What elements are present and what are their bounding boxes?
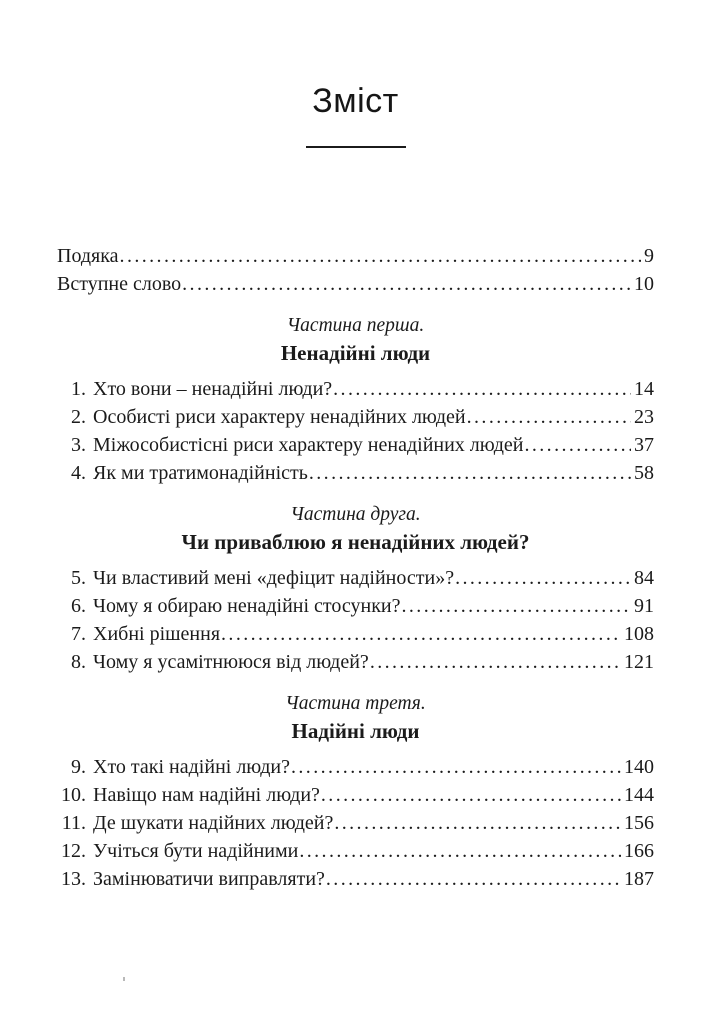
part-label: Частина перша. [286,315,425,336]
toc-entry-page: 144 [624,784,654,806]
chapter-number: 7. [71,623,86,645]
toc-entry-chapter [57,648,654,676]
dot-leader [334,809,621,837]
toc-entry-chapter [57,375,654,403]
toc-entry-title: Чому я усамітнююся від людей? [93,651,369,673]
toc-entry-page: 121 [624,651,654,673]
toc-entry-chapter [57,431,654,459]
toc-entry-title: Чи властивий мені «дефіцит надійности»? [93,567,455,589]
toc-entry-page: 187 [624,868,654,890]
toc-entry-title: Замінюватичи виправляти? [93,868,325,890]
toc-entry-title: Особисті риси характеру ненадійних людей [93,406,466,428]
toc-entry-chapter [57,403,654,431]
toc-entry-chapter [57,865,654,893]
toc-entry-chapter [57,592,654,620]
dot-leader [309,459,631,487]
toc-entry-page: 23 [634,406,654,428]
chapter-number: 2. [71,406,86,428]
chapter-number: 10. [61,784,86,806]
dot-leader [182,270,631,298]
dot-leader [321,781,621,809]
part-label: Частина третя. [285,693,426,714]
toc-entry-title: Хто вони – ненадійні люди? [93,378,333,400]
dot-leader [402,592,632,620]
toc-entry-page: 91 [634,595,654,617]
toc-entry-page: 166 [624,840,654,862]
dot-leader [221,620,621,648]
toc-entry-page: 14 [634,378,654,400]
toc-entry-title: Хто такі надійні люди? [93,756,290,778]
dot-leader [326,865,621,893]
toc-entry-front-matter [57,242,654,270]
toc-entry-page: 58 [634,462,654,484]
part-heading-3 [57,691,654,746]
toc-entry-chapter [57,809,654,837]
chapter-number: 12. [61,840,86,862]
toc-entry-page: 140 [624,756,654,778]
toc-entry-chapter [57,564,654,592]
part-heading-2 [57,502,654,557]
part-heading-1 [57,313,654,368]
toc-entry-title: Чому я обираю ненадійні стосунки? [93,595,401,617]
toc-entry-chapter [57,753,654,781]
chapter-number: 8. [71,651,86,673]
dot-leader [299,837,621,865]
dot-leader [524,431,631,459]
chapter-number: 3. [71,434,86,456]
part-title: Надійні люди [291,719,420,743]
chapter-number: 9. [71,756,86,778]
toc-entry-page: 10 [634,273,654,295]
toc-entry-page: 37 [634,434,654,456]
toc-entry-title: Учіться бути надійними [93,840,299,862]
toc-entry-chapter [57,837,654,865]
toc-entry-page: 9 [644,245,654,267]
dot-leader [291,753,621,781]
dot-leader [455,564,631,592]
toc-entry-front-matter [57,270,654,298]
toc-entry-title: Хибні рішення [93,623,221,645]
dot-leader [370,648,621,676]
toc-entry-title: Як ми тратимонадійність [93,462,308,484]
title-divider [306,146,406,148]
dot-leader [333,375,631,403]
toc-entry-title: Навіщо нам надійні люди? [93,784,320,806]
toc-entry-chapter [57,781,654,809]
chapter-number: 4. [71,462,86,484]
toc-entry-page: 108 [624,623,654,645]
part-title: Ненадійні люди [280,341,431,365]
toc-entry-title: Міжособистісні риси характеру ненадійних людей [93,434,524,456]
chapter-number: 6. [71,595,86,617]
dot-leader [120,242,641,270]
chapter-number: 11. [61,812,86,834]
chapter-number: 13. [61,868,86,890]
chapter-number: 1. [71,378,86,400]
toc-entry-title: Де шукати надійних людей? [93,812,334,834]
dot-leader [467,403,631,431]
chapter-number: 5. [71,567,86,589]
toc-entry-page: 156 [624,812,654,834]
toc-entry-page: 84 [634,567,654,589]
part-title: Чи приваблюю я ненадійних людей? [181,530,530,554]
part-label: Частина друга. [290,504,421,525]
scan-artifact-speck [123,977,125,981]
toc-entry-chapter [57,459,654,487]
toc-entry-chapter [57,620,654,648]
page-title: Зміст [312,82,399,120]
table-of-contents [57,242,654,893]
toc-entry-title: Подяка [57,245,119,267]
toc-entry-title: Вступне слово [57,273,182,295]
